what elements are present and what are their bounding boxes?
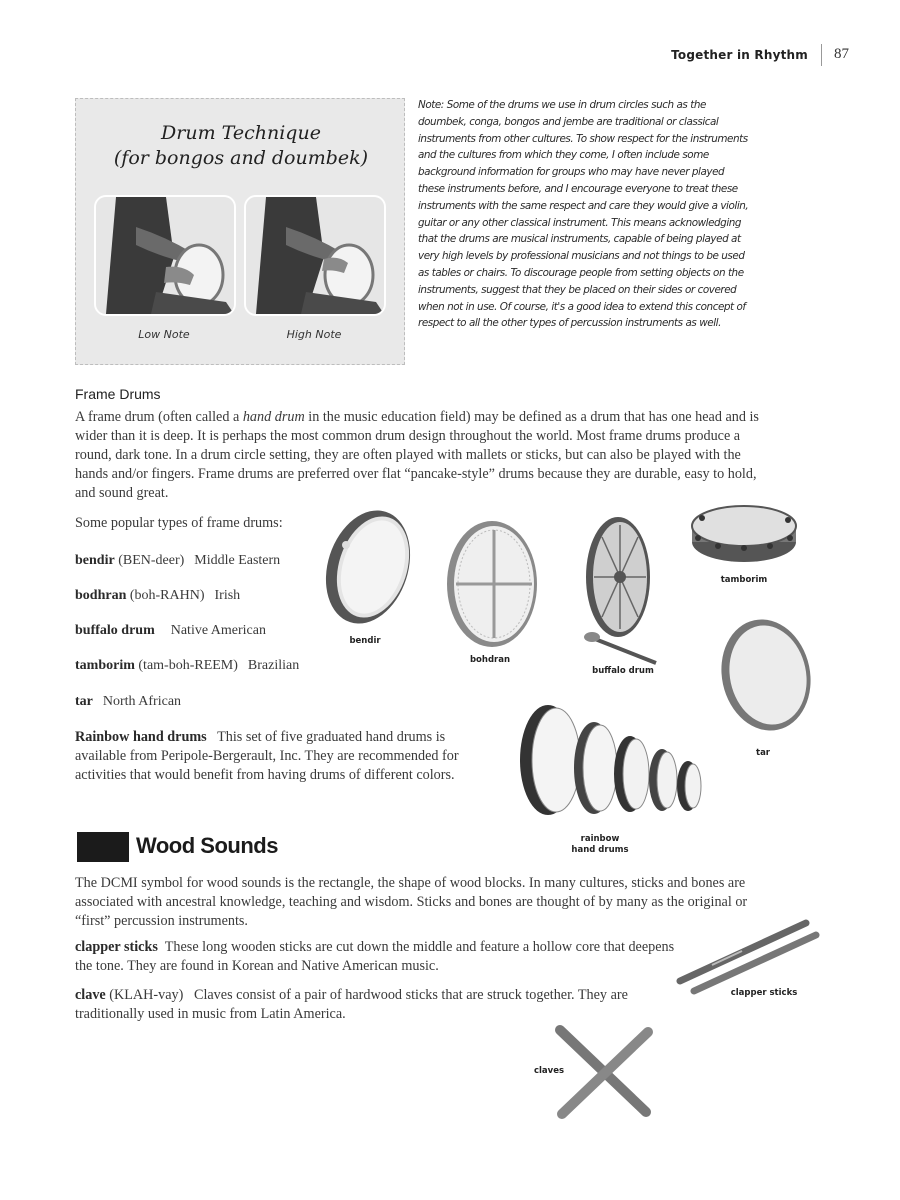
bendir-illustration — [318, 505, 418, 635]
rainbow-hand-drums-label — [560, 834, 640, 856]
clave-paragraph — [75, 986, 675, 1024]
drum-type-origin: Native American — [170, 623, 266, 638]
rainbow-text: This set of five graduated hand drums is available from Peripole-Bergerault, Inc. They are recommended for activities that would benefit from having drums of different colors. — [75, 729, 459, 783]
drum-technique-panel — [75, 98, 405, 365]
high-note-photo — [244, 195, 386, 316]
frame-drums-text-2: in the music education field) may be defined as a drum that has one head and is wider than it is deep. It is perhaps the most common drum design throughout the world. Most frame drums produce a round, dark tone. In a drum circle setting, they are often played with mallets or sticks, but can also be played with the hands and/or fingers. Frame drums are preferred over flat “pancake-style” drums because they are durable, easy to hold, and sound great. — [75, 409, 759, 501]
drum-type-name: tamborim — [75, 658, 135, 673]
rainbow-hand-drums-paragraph — [75, 728, 485, 785]
drum-type-name: buffalo drum — [75, 623, 155, 638]
bodhran-illustration — [440, 518, 545, 653]
drum-type-origin: Brazilian — [247, 658, 300, 673]
clapper-text: These long wooden sticks are cut down the middle and feature a hollow core that deepens the tone. They are found in Korean and Native American music. — [75, 939, 675, 974]
buffalo-drum-illustration — [580, 515, 665, 670]
drum-type-origin: Middle Eastern — [194, 553, 281, 568]
clapper-sticks-illustration — [672, 915, 822, 995]
drum-type-tamborim — [75, 658, 299, 674]
buffalo-drum-label: buffalo drum — [592, 666, 654, 676]
drum-type-name: bendir — [75, 553, 115, 568]
frame-drums-text-1: A frame drum (often called a — [75, 409, 243, 425]
rainbow-label-line2: hand drums — [571, 845, 629, 855]
frame-drums-paragraph — [75, 408, 765, 503]
drum-type-tar — [75, 694, 181, 710]
tamborim-label: tamborim — [720, 575, 768, 585]
drum-type-pron: (boh-RAHN) — [129, 588, 205, 603]
clave-pron: (KLAH-vay) — [109, 987, 184, 1003]
drum-type-bodhran — [75, 588, 240, 604]
claves-label: claves — [533, 1066, 565, 1076]
high-note-caption: High Note — [286, 328, 342, 341]
running-head: Together in Rhythm — [671, 48, 808, 62]
respect-note: Note: Some of the drums we use in drum circles such as the doumbek, conga, bongos and jembe are traditional or classical instruments from other cultures. To show respect for the instruments and the cultures from which they come, I often include some background information for groups who may have never played these instruments before, and I encourage everyone to treat these instruments with the same respect and care they would give a violin, guitar or any other classical instrument. This means acknowledging that the drums are musical instruments, capable of being played at very high levels by professional musicians and not things to be used as tables or chairs. To discourage people from setting objects on the instruments, suggest that they be placed on their sides or covered when not in use. Of course, it's a good idea to extend this concept of respect to all the other types of percussion instruments as well. — [418, 99, 749, 330]
rainbow-hand-drums-illustration — [512, 702, 712, 822]
drum-type-pron: (tam-boh-REEM) — [138, 658, 238, 673]
clapper-sticks-label: clapper sticks — [730, 988, 798, 998]
low-note-photo — [94, 195, 236, 316]
low-note-caption: Low Note — [138, 328, 190, 341]
technique-title-line1: Drum Technique — [161, 122, 321, 144]
wood-sounds-heading: Wood Sounds — [136, 833, 278, 858]
low-note-drummer-illustration — [96, 197, 234, 314]
clave-text: Claves consist of a pair of hardwood sticks that are struck together. They are traditionally used in music from Latin America. — [75, 987, 628, 1022]
tamborim-illustration — [688, 500, 800, 570]
wood-sounds-rectangle-symbol — [77, 832, 129, 862]
page-number: 87 — [834, 46, 849, 62]
hand-drum-term: hand drum — [242, 409, 305, 425]
drum-type-buffalo-drum — [75, 623, 266, 639]
high-note-drummer-illustration — [246, 197, 384, 314]
header-divider — [821, 44, 822, 66]
drum-type-name: bodhran — [75, 588, 127, 603]
technique-title — [76, 121, 406, 171]
clapper-sticks-paragraph — [75, 938, 675, 976]
tar-label: tar — [756, 748, 770, 758]
clave-term: clave — [75, 987, 106, 1003]
technique-title-line2: (for bongos and doumbek) — [113, 147, 369, 169]
drum-type-origin: North African — [102, 694, 182, 709]
wood-sounds-intro: The DCMI symbol for wood sounds is the rectangle, the shape of wood blocks. In many cultures, sticks and bones are associated with ancestral knowledge, teaching and wisdom. Sticks and bones are thought of by many as the original or “first” percussion instruments. — [75, 875, 748, 929]
drum-type-pron: (BEN-deer) — [118, 553, 185, 568]
tar-illustration — [716, 615, 816, 735]
bohdran-label: bohdran — [469, 655, 511, 665]
drum-type-name: tar — [75, 694, 93, 709]
frame-drums-intro: Some popular types of frame drums: — [75, 515, 283, 531]
bendir-label: bendir — [349, 636, 381, 646]
clapper-term: clapper sticks — [75, 939, 158, 955]
rainbow-label-line1: rainbow — [580, 834, 620, 844]
drum-type-bendir — [75, 553, 280, 569]
drum-type-origin: Irish — [214, 588, 241, 603]
frame-drums-heading: Frame Drums — [75, 386, 161, 402]
rainbow-term: Rainbow hand drums — [75, 729, 207, 745]
